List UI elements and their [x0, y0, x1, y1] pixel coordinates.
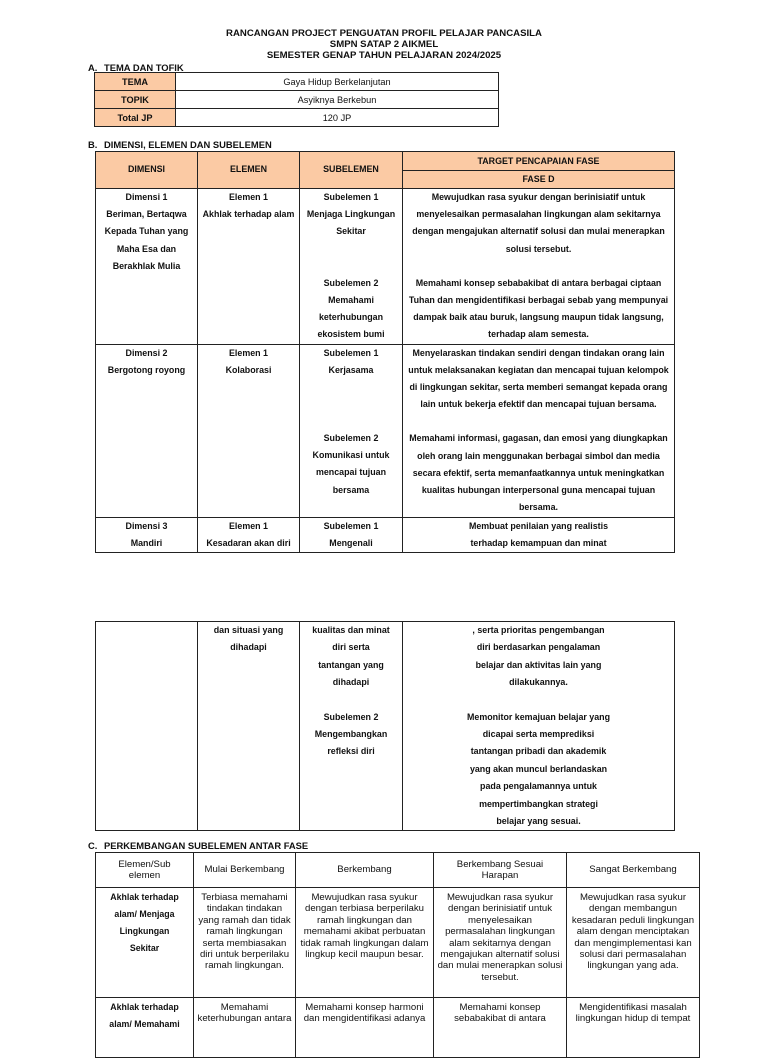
table-header-row	[96, 152, 675, 171]
total-jp-value: 120 JP	[176, 109, 499, 127]
bsh-cell: Mewujudkan rasa syukur dengan berinisiatif untuk menyelesaikan permasalahan lingkungan alam sekitarnya dengan mengajukan alternatif solusi dan mulai menerapkan solusi tersebut.	[434, 888, 567, 998]
subelemen-cell: Akhlak terhadap alam/ Memahami	[96, 998, 194, 1058]
topic-label: TOPIK	[95, 91, 176, 109]
mulai-berkembang-cell: Terbiasa memahami tindakan tindakan yang ramah dan tidak ramah lingkungan serta membiasakan diri untuk berperilaku ramah lingkungan.	[194, 888, 296, 998]
theme-value: Gaya Hidup Berkelanjutan	[176, 73, 499, 91]
header-subelemen: Elemen/Sub elemen	[96, 853, 194, 888]
elemen-cell: dan situasi yang dihadapi	[198, 622, 300, 831]
table-row	[96, 888, 700, 998]
elemen-cell: Elemen 1 Akhlak terhadap alam	[198, 189, 300, 345]
document-title: RANCANGAN PROJECT PENGUATAN PROFIL PELAJAR PANCASILA	[226, 28, 542, 39]
table-row	[96, 344, 675, 517]
theme-label: TEMA	[95, 73, 176, 91]
subelemen-cell: Subelemen 1 Menjaga Lingkungan Sekitar Subelemen 2 Memahami keterhubungan ekosistem bumi	[300, 189, 403, 345]
dimensi-cell: Dimensi 2 Bergotong royong	[96, 344, 198, 517]
theme-topic-table	[94, 72, 499, 127]
subelemen-cell: Akhlak terhadap alam/ Menjaga Lingkungan Sekitar	[96, 888, 194, 998]
section-c-heading	[88, 840, 308, 851]
header-berkembang: Berkembang	[296, 853, 434, 888]
header-dimensi: DIMENSI	[96, 152, 198, 189]
berkembang-cell: Mewujudkan rasa syukur dengan terbiasa berperilaku ramah lingkungan dan memahami akibat perbuatan tidak ramah lingkungan dalam lingkup kecil maupun besar.	[296, 888, 434, 998]
table-row	[95, 109, 499, 127]
header-target: TARGET PENCAPAIAN FASE	[403, 152, 675, 171]
topic-value: Asyiknya Berkebun	[176, 91, 499, 109]
subelemen-cell: kualitas dan minat diri serta tantangan yang dihadapi Subelemen 2 Mengembangkan refleksi diri	[300, 622, 403, 831]
section-c-title: PERKEMBANGAN SUBELEMEN ANTAR FASE	[104, 840, 309, 851]
table-row	[96, 517, 675, 552]
header-mulai-berkembang: Mulai Berkembang	[194, 853, 296, 888]
mulai-berkembang-cell: Memahami keterhubungan antara	[194, 998, 296, 1058]
elemen-cell: Elemen 1 Kolaborasi	[198, 344, 300, 517]
header-sangat-berkembang: Sangat Berkembang	[567, 853, 700, 888]
dimensi-cell: Dimensi 1 Beriman, Bertaqwa Kepada Tuhan yang Maha Esa dan Berakhlak Mulia	[96, 189, 198, 345]
dimension-table	[95, 151, 675, 553]
section-a-number: A.	[88, 62, 98, 73]
subelemen-cell: Subelemen 1 Mengenali	[300, 517, 403, 552]
dimension-table-continued	[95, 621, 675, 831]
table-header-row	[96, 853, 700, 888]
header-bsh: Berkembang Sesuai Harapan	[434, 853, 567, 888]
sangat-berkembang-cell: Mewujudkan rasa syukur dengan membangun kesadaran peduli lingkungan alam dengan menciptakan dan mengimplementasi kan solusi dari permasalahan lingkungan yang ada.	[567, 888, 700, 998]
section-b-title: DIMENSI, ELEMEN DAN SUBELEMEN	[104, 139, 272, 150]
sangat-berkembang-cell: Mengidentifikasi masalah lingkungan hidup di tempat	[567, 998, 700, 1058]
header-elemen: ELEMEN	[198, 152, 300, 189]
table-row	[95, 73, 499, 91]
berkembang-cell: Memahami konsep harmoni dan mengidentifikasi adanya	[296, 998, 434, 1058]
header-fase: FASE D	[403, 170, 675, 189]
dimensi-cell: Dimensi 3 Mandiri	[96, 517, 198, 552]
elemen-cell: Elemen 1 Kesadaran akan diri	[198, 517, 300, 552]
target-cell: , serta prioritas pengembangan diri berdasarkan pengalaman belajar dan aktivitas lain yang dilakukannya. Memonitor kemajuan belajar yang dicapai serta memprediksi tantangan pribadi dan akademik yang akan muncul berlandaskan pada pengalamannya untuk mempertimbangkan strategi belajar yang sesuai.	[403, 622, 675, 831]
table-row	[96, 189, 675, 345]
school-name: SMPN SATAP 2 AIKMEL	[329, 39, 439, 50]
subelemen-cell: Subelemen 1 Kerjasama Subelemen 2 Komunikasi untuk mencapai tujuan bersama	[300, 344, 403, 517]
table-row	[96, 622, 675, 831]
development-table	[95, 852, 700, 1058]
table-row	[96, 998, 700, 1058]
total-jp-label: Total JP	[95, 109, 176, 127]
target-cell: Menyelaraskan tindakan sendiri dengan tindakan orang lain untuk melaksanakan kegiatan dan mencapai tujuan kelompok di lingkungan sekitar, serta memberi semangat kepada orang lain untuk bekerja efektif dan mencapai tujuan bersama. Memahami informasi, gagasan, dan emosi yang diungkapkan oleh orang lain menggunakan berbagai simbol dan media secara efektif, serta memanfaatkannya untuk meningkatkan kualitas hubungan interpersonal guna mencapai tujuan bersama.	[403, 344, 675, 517]
table-row	[95, 91, 499, 109]
section-a-title: TEMA DAN TOFIK	[104, 62, 184, 73]
section-b-number: B.	[88, 139, 98, 150]
target-cell: Membuat penilaian yang realistis terhadap kemampuan dan minat	[403, 517, 675, 552]
dimensi-cell	[96, 622, 198, 831]
header-subelemen: SUBELEMEN	[300, 152, 403, 189]
semester-line: SEMESTER GENAP TAHUN PELAJARAN 2024/2025	[266, 50, 502, 61]
section-b-heading	[88, 139, 272, 150]
bsh-cell: Memahami konsep sebabakibat di antara	[434, 998, 567, 1058]
section-c-number: C.	[88, 840, 98, 851]
target-cell: Mewujudkan rasa syukur dengan berinisiatif untuk menyelesaikan permasalahan lingkungan alam sekitarnya dengan mengajukan alternatif solusi dan mulai menerapkan solusi tersebut. Memahami konsep sebabakibat di antara berbagai ciptaan Tuhan dan mengidentifikasi berbagai sebab yang mempunyai dampak baik atau buruk, langsung maupun tidak langsung, terhadap alam semesta.	[403, 189, 675, 345]
